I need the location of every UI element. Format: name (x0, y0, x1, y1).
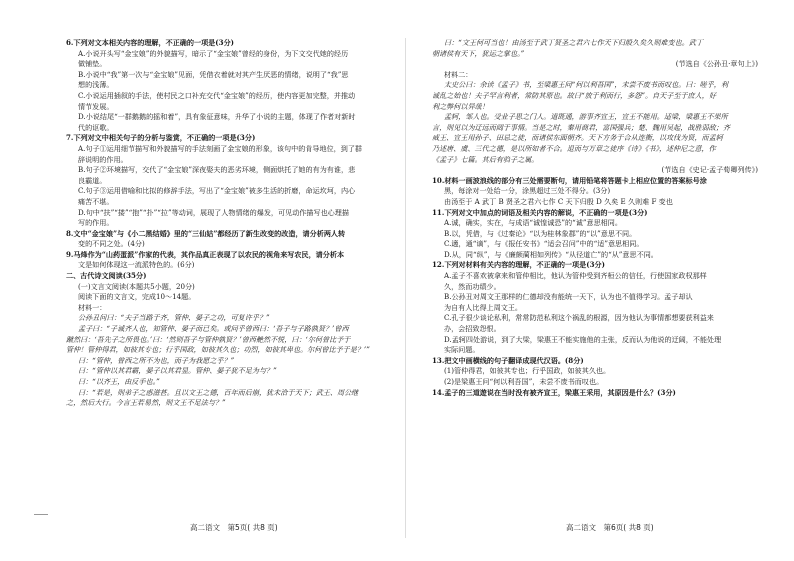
text-line: 辞说明的作用。 (78, 154, 128, 164)
right-page-column (432, 38, 762, 398)
text-line: 11.下列对文中加点的词语及相关内容的解说，不正确的一项是(3分) (432, 207, 648, 217)
text-line: C.句子③运用借喻和比拟的修辞手法，写出了“金宝娘”被多生活的折磨，命运坎坷，内心 (78, 186, 356, 196)
text-line: D.小说结尾“一群鹅鹅的摇和着”，具有象征意味，升华了小说的主题，体现了作者对新时 (78, 112, 356, 122)
text-line: D.孟轲四处游说，到了大梁，梁惠王不能实施他的主张，反而认为他说的迂阔，不能处理 (444, 334, 722, 344)
text-line: A.诚，确实，实在，与成语“诚惶诚恐”的“诚”意思相同。 (444, 218, 622, 228)
text-line: 乃述唐、虞、三代之德，是以所如者不合。退而与万章之徒序《诗》《书》，述仲尼之意，作 (432, 143, 716, 153)
text-line: 管仲！管仲得君，如彼其专也；行乎国政，如彼其久也；功烈，如彼其卑也。尔何曾比予于是？’” (66, 345, 370, 355)
text-line: 代的讴歌。 (78, 122, 114, 132)
text-line: 曰：“以齐王，由反手也。” (78, 377, 160, 386)
text-line: 材料一： (78, 302, 107, 312)
text-line: 太史公曰：余读《孟子》书，至梁惠王问“何以利吾国”，未尝不废书而叹也。曰：嗟乎，利 (444, 80, 728, 90)
text-line: (节选自《公孙丑·章句上》) (675, 59, 758, 69)
text-line: 8.文中“金宝娘”与《小二黑结婚》里的“三仙姑”都经历了新生改变的改造，请分析两人转 (66, 228, 346, 238)
text-line: 久，然而功绩少。 (444, 281, 501, 291)
text-line: C.適，通“谪”，与《报任安书》“适会召问”中的“适”意思相同。 (444, 239, 644, 249)
text-line: 二、古代诗文阅读(35分) (66, 271, 147, 281)
text-line: 写的作用。 (78, 218, 114, 228)
text-line: B.以，凭借，与《过秦论》“以为桂林象郡”的“以”意思不同。 (444, 228, 637, 238)
text-line: 7.下列对文中相关句子的分析与鉴赏，不正确的一项是(3分) (66, 133, 256, 143)
footer-left-page-number: 高二语文 第5页( 共8 页) (190, 523, 278, 532)
text-line: 曰：“管仲以其君霸，晏子以其君显。管仲、晏子犹不足为与？” (78, 366, 277, 376)
text-line: 孟子曰：“子诚齐人也，知管仲、晏子而已矣。或问乎曾西曰：‘吾子与子路孰贤？’曾西 (78, 324, 349, 334)
text-line: 为自有人比得上周文王。 (444, 302, 523, 312)
text-line: C.孔子很少谈论私利，常常防范私利这个祸乱的根源，因为他认为事情都想要获利益来 (444, 313, 714, 323)
text-line: 威王、宣王用孙子、田忌之徒，而诸侯东面朝齐。天下方务于合从连衡，以攻伐为贤，而孟轲 (432, 133, 723, 143)
text-line: 言，则见以为迂远而阔于事情。当是之时，秦用商君，富国强兵；楚、魏用吴起，战胜弱敌；齐 (432, 122, 730, 132)
text-line: 文是如何体现这一流派特色的。(6分) (78, 260, 195, 270)
text-line: 朝诸侯有天下，犹运之掌也。” (432, 48, 525, 58)
text-line: 蹴然曰：‘吾先子之所畏也。’曰：‘然则吾子与管仲孰贤？’曾西艴然不悦，曰：‘尔何曾比予于 (66, 334, 351, 344)
text-line: 黑，每涂对一处给一分，涂黑超过三处不得分。(3分) (444, 186, 611, 196)
text-line: 情节发展。 (78, 101, 114, 111)
text-line: B.句子②环境描写，交代了“金宝娘”深夜娶夫的恶劣环境，侧面烘托了她的有为有谁，悲 (78, 165, 356, 175)
text-line: 孟轲，邹人也。受业子思之门人。道既通，游事齐宣王，宣王不能用。适梁，梁惠王不果所 (444, 112, 728, 122)
text-line: (一)文言文阅读(本题共5小题，20分) (78, 281, 195, 291)
text-line: 《孟子》七篇。其后有驺子之属。 (432, 154, 539, 164)
text-line: (2)是梁惠王问“何以利吾国”，未尝不废书而叹也。 (444, 377, 604, 386)
text-line: 曰：“若是，则弟子之惑滋甚。且以文王之德，百年而后崩，犹未洽于天下；武王、周公继 (78, 387, 359, 397)
scan-mark (34, 514, 48, 515)
text-line: 曰：“管仲，曾西之所不为也，而子为我愿之乎？” (78, 355, 235, 365)
text-line: 做铺垫。 (78, 59, 107, 69)
text-line: 14.孟子的三道遊说在当时没有被齐宣王，梁惠王采用，其原因是什么？(3分) (432, 387, 676, 397)
text-line: 办，会招致怨恨。 (444, 324, 501, 334)
left-page-column (66, 38, 426, 409)
text-line: A.句子①运用细节描写和外貌描写的手法刻画了金宝娘的形象，该句中的肯导地位，到了群 (78, 143, 363, 153)
text-line: 诚乱之始也！夫子罕言利者，常防其原也。故曰“放于利而行，多怨”。自天子至于庶人，好 (432, 90, 716, 100)
text-line: (1)管仲得君，如彼其专也；行乎国政，如彼其久也。 (444, 366, 611, 376)
text-line: 13.把文中画横线的句子翻译成现代汉语。(8分) (432, 355, 584, 365)
text-line: 由汤至于 A 武丁 B 贤圣之君六七作 C 天下归殷 D 久矣 E 久则难 F 变也 (444, 196, 673, 206)
text-line: A.孟子不喜欢被拿来和管仲相比，他认为管仲受到齐桓公的信任，行使国家政权那样 (444, 271, 707, 281)
text-line: 材料二： (444, 69, 473, 79)
text-line: 12.下列对材料有关内容的理解，不正确的一项是(3分) (432, 260, 605, 270)
footer-right-page-number: 高二语文 第6页( 共8 页) (566, 523, 654, 532)
text-line: A.小说开头写“金宝娘”的外貌描写，暗示了“金宝娘”曾经的身份，为下文交代她的经历 (78, 48, 349, 58)
text-line: C.小说运用插叙的手法，使村民之口补充交代“金宝娘”的经历，使内容更加完整，并推动 (78, 90, 356, 100)
text-line: 6.下列对文本相关内容的理解，不正确的一项是(3分) (66, 38, 235, 47)
text-line: 阅读下面的文言文，完成10～14题。 (78, 292, 196, 302)
text-line: 公孙丑问曰：“夫子当路于齐，管仲、晏子之功，可复许乎？” (78, 313, 270, 323)
text-line: D.句中“扶”“搂”“抱”“扑”“拉”等动词，展现了人物情绪的爆发，可见动作描写也心理描 (78, 207, 349, 217)
text-line: 良霸道。 (78, 175, 107, 185)
text-line: 痛苦不堪。 (78, 196, 114, 206)
text-line: B.小说中“我”第一次与“金宝娘”见面，凭借衣着就对其产生厌恶的情绪，说明了“我”思 (78, 69, 349, 79)
text-line: D.从，同“纵”，与《廉颇蔺相如列传》“从径道亡”的“从”意思不同。 (444, 249, 658, 259)
text-line: 利之弊何以异哉！ (432, 101, 489, 111)
text-line: 曰：“文王何可当也！由汤至于武丁贤圣之君六七作天下归殷久矣久则难变也。武丁 (444, 38, 703, 47)
text-line: 10.材料一画波浪线的部分有三处需要断句，请用铅笔将答题卡上相应位置的答案标号涂 (432, 175, 707, 185)
text-line: 9.马烽作为“山药蛋派”作家的代表，其作品真正表现了以农民的视角来写农民，请分析本 (66, 249, 345, 259)
text-line: (节选自《史记·孟子荀卿列传》) (661, 165, 758, 175)
text-line: B.公孙丑对周文王那样的仁德却没有能统一天下，认为也不值得学习。孟子却认 (444, 292, 693, 302)
text-line: 想的浅薄。 (78, 80, 114, 90)
text-line: 之，然后大行。今言王若易然，则文王不足法与？” (66, 398, 226, 408)
text-line: 变的不同之处。(4分) (78, 239, 145, 249)
text-line: 实际问题。 (444, 345, 480, 355)
